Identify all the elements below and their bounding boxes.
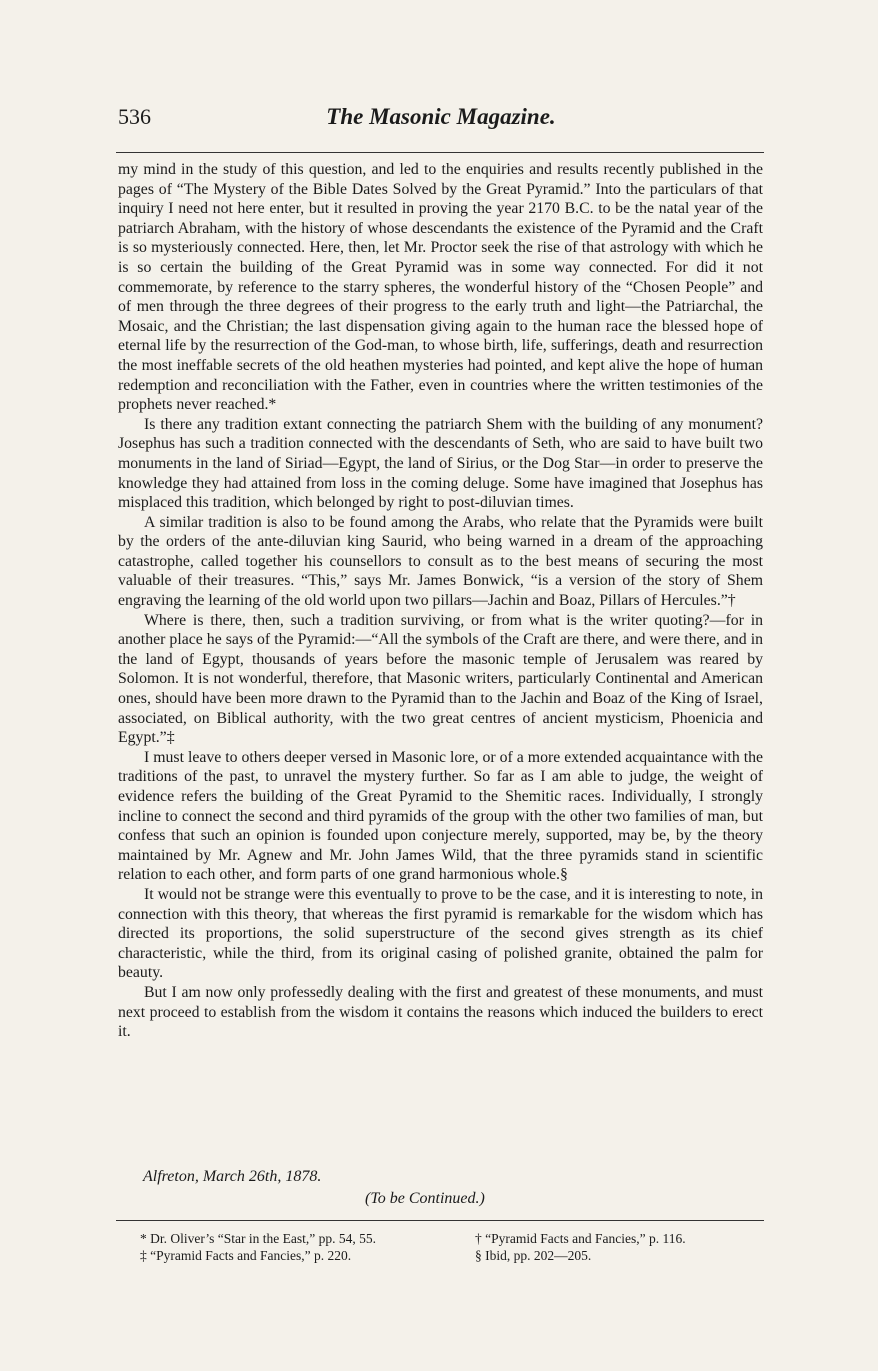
footnote-rule (116, 1220, 764, 1221)
page-header (118, 98, 764, 138)
signature-line: Alfreton, March 26th, 1878. (143, 1168, 322, 1185)
page-number: 536 (118, 104, 151, 129)
footnote: † “Pyramid Facts and Fancies,” p. 116. (475, 1231, 686, 1246)
page-title: The Masonic Magazine. (326, 104, 556, 129)
paragraph: my mind in the study of this question, and led to the enquiries and results recently published in the pages of “The Mystery of the Bible Dates Solved by the Great Pyramid.” Into the particulars of that inquiry I need not here enter, but it resulted in proving the year 2170 B.C. to be the natal year of the patriarch Abraham, with the history of whose descendants the existence of the Pyramid and the Craft is so mysteriously connected. Here, then, let Mr. Proctor seek the rise of that astrology with which he is so certain the building of the Great Pyramid was in some way connected. For did it not commemorate, by reference to the starry spheres, the wonderful history of the “Chosen People” and of men through the three degrees of their progress to the early truth and light—the Patriarchal, the Mosaic, and the Christian; the last dispensation giving again to the human race the blessed hope of eternal life by the resurrection of the God-man, to whose birth, life, sufferings, death and resurrection the most ineffable secrets of the old heathen mysteries had pointed, and kept alive the hope of human redemption and reconciliation with the Father, even in countries where the written testimonies of the prophets never reached.* (118, 161, 763, 414)
footnote: § Ibid, pp. 202—205. (475, 1248, 592, 1263)
paragraph: I must leave to others deeper versed in Masonic lore, or of a more extended acquaintance with the traditions of the past, to unravel the mystery further. So far as I am able to judge, the weight of evidence refers the building of the Great Pyramid to the Shemitic races. Individually, I strongly incline to connect the second and third pyramids of the group with the other two families of man, but confess that such an opinion is founded upon conjecture merely, supported, may be, by the theory maintained by Mr. Agnew and Mr. John James Wild, that the three pyramids stand in scientific relation to each other, and form parts of one grand harmonious whole.§ (118, 748, 763, 884)
paragraph: Is there any tradition extant connecting the patriarch Shem with the building of any monument? Josephus has such a tradition connected with the descendants of Seth, who are said to have built two monuments in the land of Siriad—Egypt, the land of Sirius, or the Dog Star—in order to preserve the knowledge they had attained from loss in the coming deluge. Some have imagined that Josephus has misplaced this tradition, which belonged by right to post-diluvian times. (118, 415, 763, 512)
paragraph: A similar tradition is also to be found among the Arabs, who relate that the Pyramids were built by the orders of the ante-diluvian king Saurid, who being warned in a dream of the approaching catastrophe, called together his counsellors to consult as to the best means of securing the most valuable of their treasures. “This,” says Mr. James Bonwick, “is a version of the story of Shem engraving the learning of the old world upon two pillars—Jachin and Boaz, Pillars of Hercules.”† (118, 513, 763, 610)
footnote: ‡ “Pyramid Facts and Fancies,” p. 220. (140, 1248, 352, 1263)
article-body (118, 160, 763, 1042)
header-rule (116, 152, 764, 153)
paragraph: Where is there, then, such a tradition surviving, or from what is the writer quoting?—for in another place he says of the Pyramid:—“All the symbols of the Craft are there, and were there, and in the land of Egypt, thousands of years before the masonic temple of Jerusalem was reared by Solomon. It is not wonderful, therefore, that Masonic writers, particularly Continental and American ones, should have been more drawn to the Pyramid than to the Jachin and Boaz of the King of Israel, associated, on Biblical authority, with the two great centres of ancient mysticism, Phoenicia and Egypt.”‡ (118, 611, 763, 747)
continuation-note: (To be Continued.) (365, 1190, 485, 1207)
footnote: * Dr. Oliver’s “Star in the East,” pp. 54, 55. (140, 1231, 376, 1246)
paragraph: It would not be strange were this eventually to prove to be the case, and it is interesting to note, in connection with this theory, that whereas the first pyramid is remarkable for the wisdom which has directed its proportions, the solid superstructure of the second gives strength as its chief characteristic, while the third, from its original casing of polished granite, obtained the palm for beauty. (118, 885, 763, 982)
paragraph: But I am now only professedly dealing with the first and greatest of these monuments, and must next proceed to establish from the wisdom it contains the reasons which induced the builders to erect it. (118, 983, 763, 1041)
